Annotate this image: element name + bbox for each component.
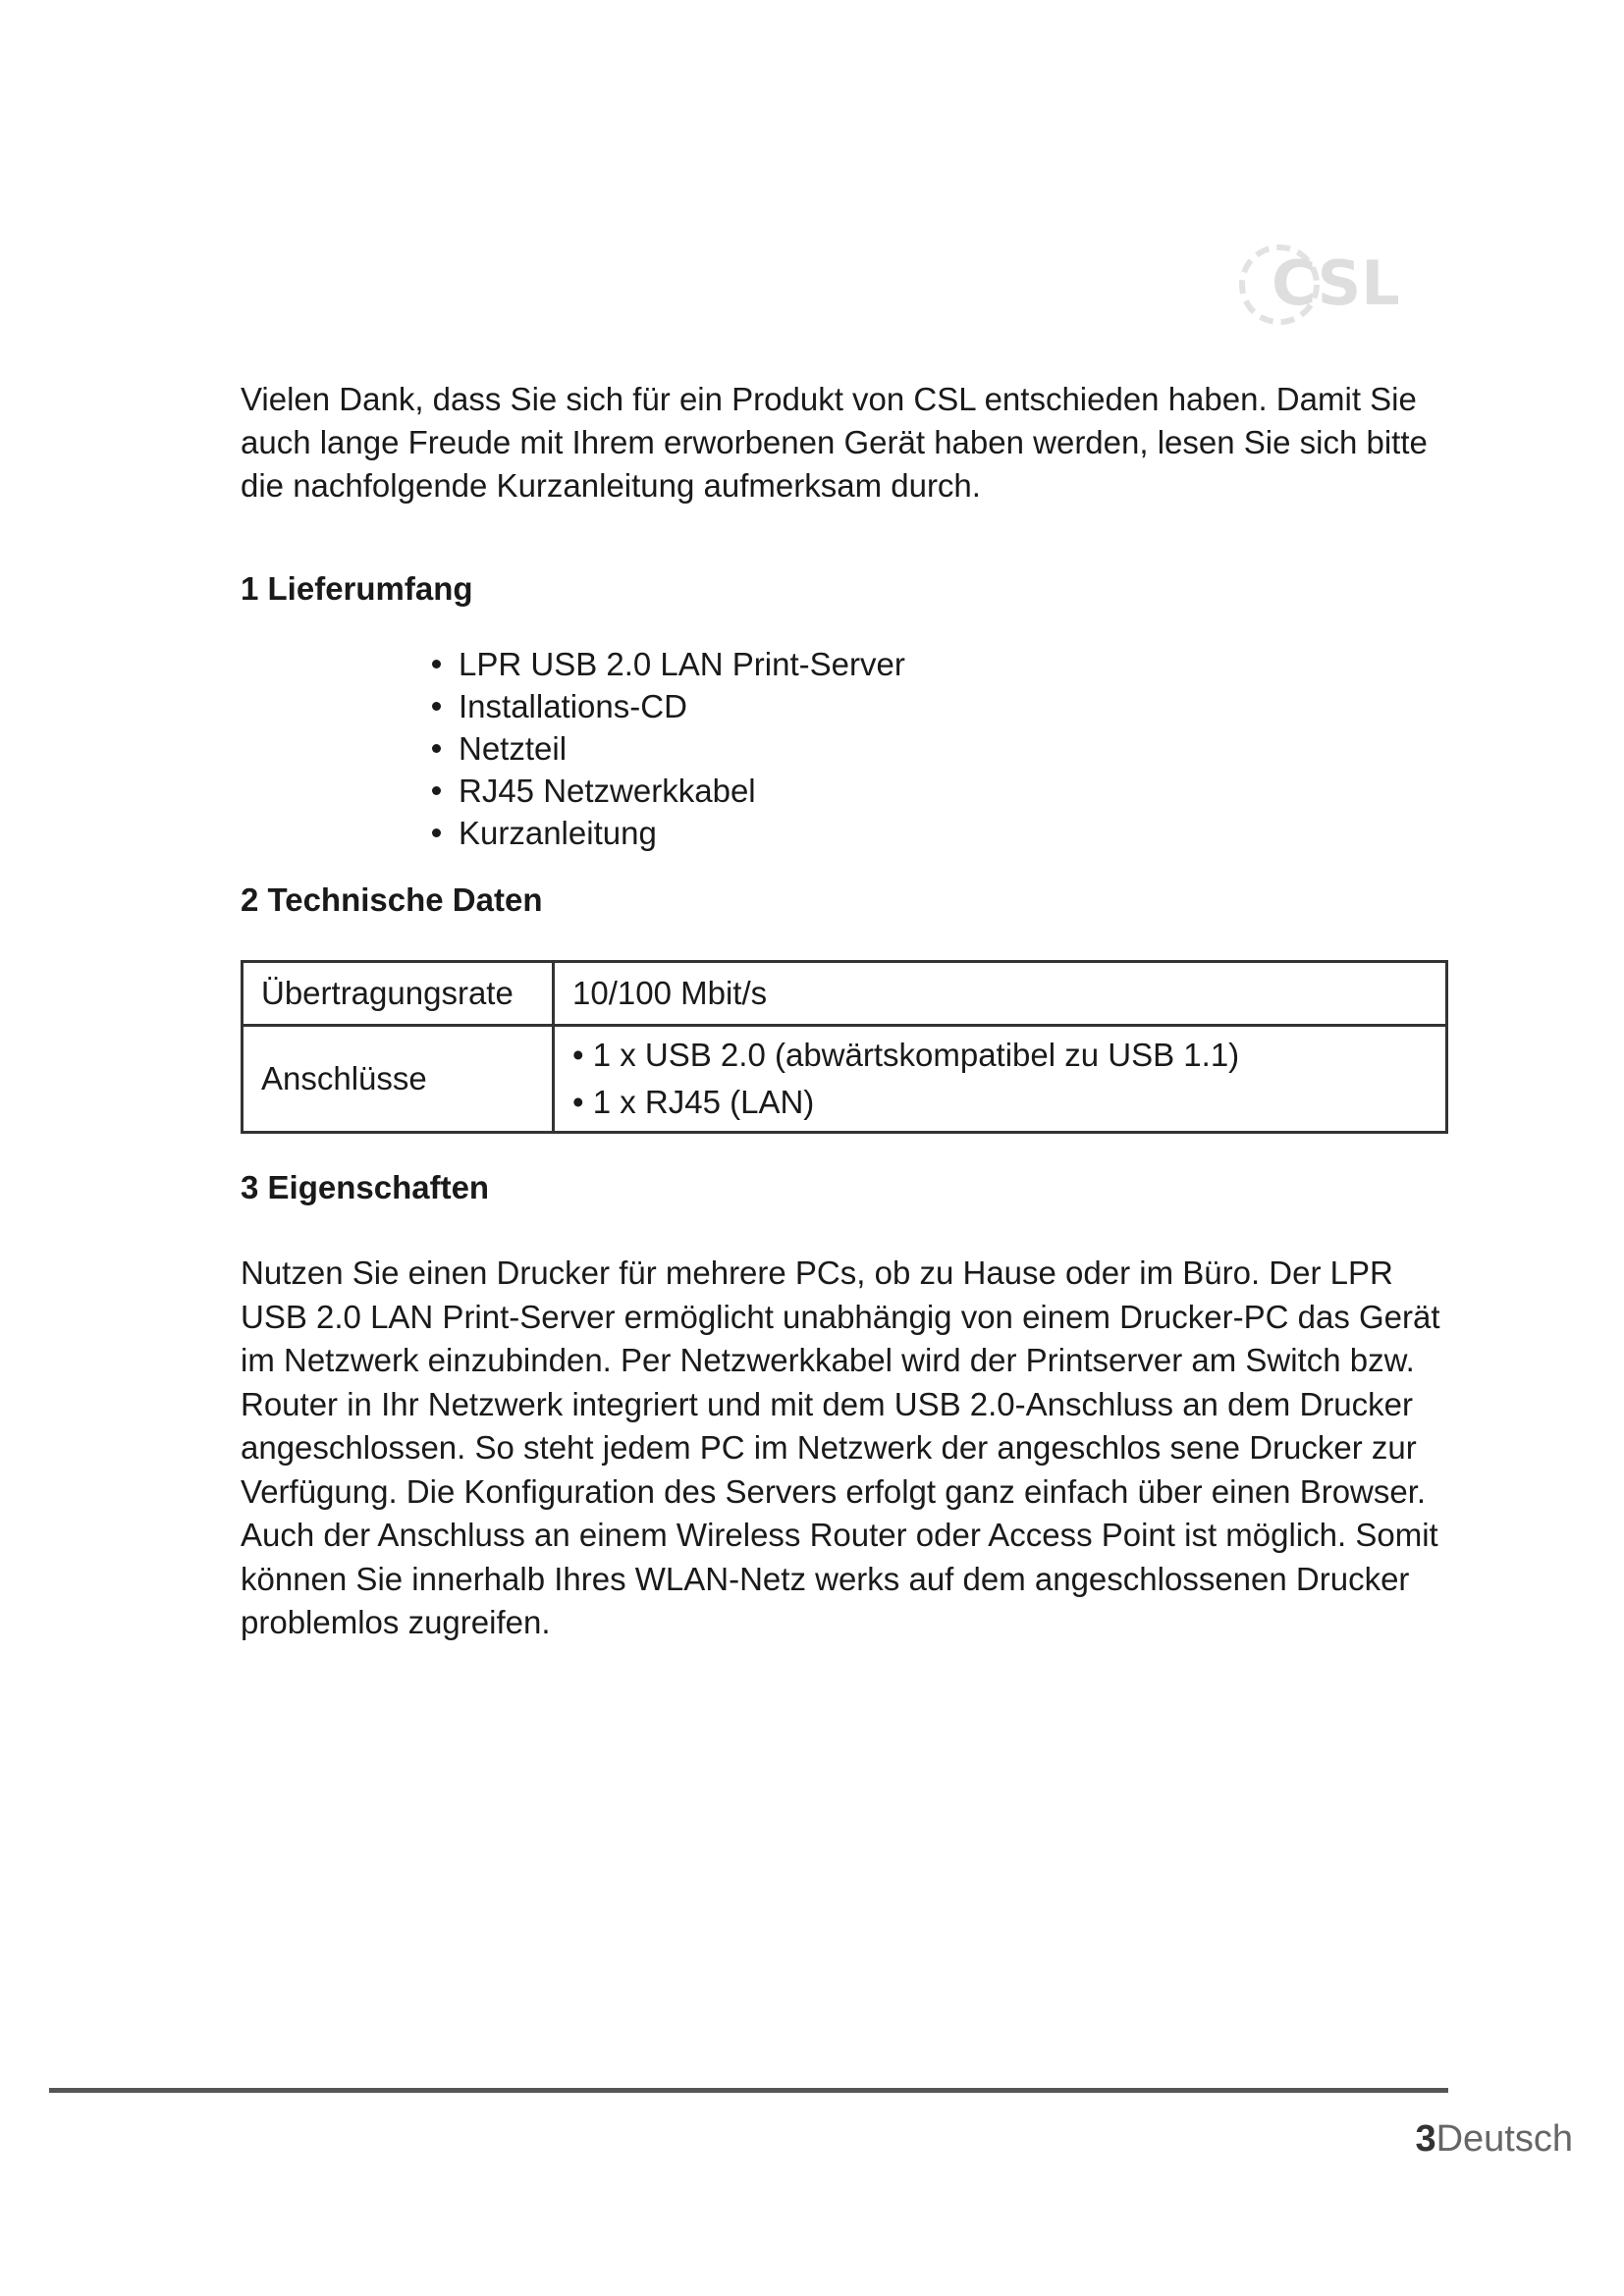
- csl-logo: [1232, 236, 1438, 334]
- logo-text: CSL: [1272, 247, 1400, 319]
- bullet-icon: [432, 828, 441, 837]
- page-footer: [1415, 2118, 1573, 2161]
- csl-logo-graphic: [1232, 236, 1438, 334]
- delivery-list: [241, 643, 1458, 854]
- table-row: [243, 962, 1447, 1026]
- list-item: Kurzanleitung: [432, 812, 1458, 854]
- section-title-eigenschaften: 3 Eigenschaften: [241, 1169, 490, 1205]
- list-item: Netzteil: [432, 727, 1458, 770]
- spec-value: 10/100 Mbit/s: [554, 962, 1447, 1026]
- page-number: 3: [1415, 2118, 1436, 2160]
- page-content: [241, 378, 1458, 1645]
- list-item: Installations-CD: [432, 685, 1458, 727]
- bullet-icon: [432, 660, 441, 668]
- list-item: LPR USB 2.0 LAN Print-Server: [432, 643, 1458, 685]
- bullet-icon: [432, 786, 441, 795]
- bullet-icon: [432, 744, 441, 753]
- footer-language: Deutsch: [1435, 2118, 1573, 2160]
- spec-label: Übertragungsrate: [243, 962, 554, 1026]
- features-paragraph: Nutzen Sie einen Drucker für mehrere PCs, ob zu Hause oder im Büro. Der LPR USB 2.0 LAN Print-Server ermöglicht unabhängig von einem Drucker-PC das Gerät im Netzwerk einzubinden. Per Netzwerkkabel wird der Printserver am Switch bzw. Router in Ihr Netzwerk integriert und mit dem USB 2.0-Anschluss an dem Drucker angeschlossen. So steht jedem PC im Netzwerk der angeschlos sene Drucker zur Verfügung. Die Konfiguration des Servers erfolgt ganz einfach über einen Browser. Auch der Anschluss an einem Wireless Router oder Access Point ist möglich. Somit können Sie innerhalb Ihres WLAN-Netz werks auf dem angeschlossenen Drucker problemlos zugreifen.: [241, 1255, 1440, 1640]
- bullet-icon: [432, 702, 441, 711]
- spec-label: Anschlüsse: [243, 1026, 554, 1133]
- list-item: RJ45 Netzwerkkabel: [432, 770, 1458, 812]
- section-title-technische-daten: 2 Technische Daten: [241, 881, 543, 918]
- specs-table: [241, 960, 1448, 1134]
- footer-divider: [49, 2088, 1448, 2093]
- spec-value: • 1 x USB 2.0 (abwärtskompatibel zu USB 1.1) • 1 x RJ45 (LAN): [554, 1026, 1447, 1133]
- intro-paragraph: Vielen Dank, dass Sie sich für ein Produkt von CSL entschieden haben. Damit Sie auch lange Freude mit Ihrem erworbenen Gerät haben werden, lesen Sie sich bitte die nachfolgende Kurzanleitung aufmerksam durch.: [241, 381, 1428, 504]
- section-title-lieferumfang: 1 Lieferumfang: [241, 570, 473, 607]
- table-row: [243, 1026, 1447, 1133]
